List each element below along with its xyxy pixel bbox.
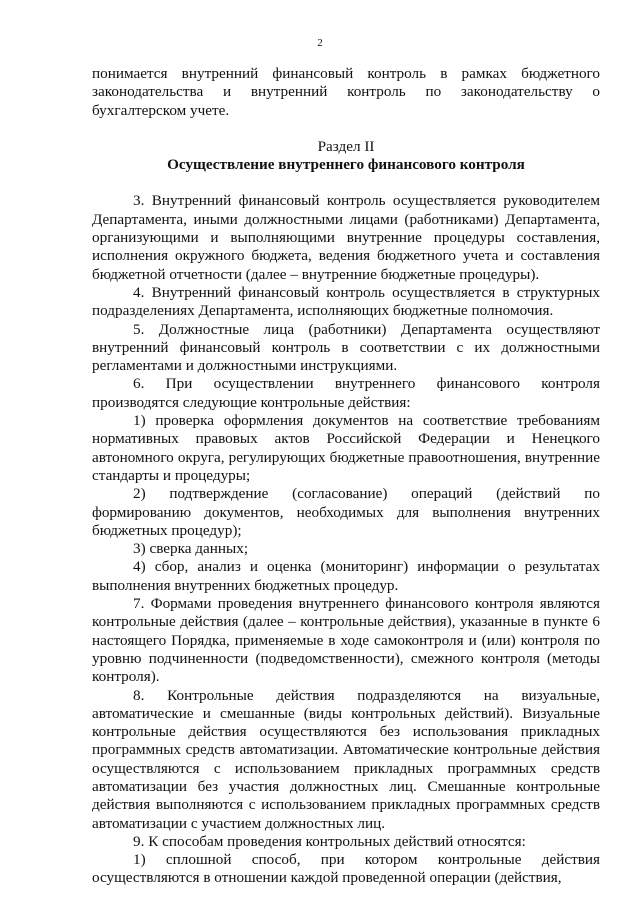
section-label: Раздел II <box>317 137 375 155</box>
paragraph-6: 6. При осуществлении внутреннего финансового контроля производятся следующие контрольные действия: <box>92 375 600 411</box>
list-item-6-1: 1) проверка оформления документов на соответствие требованиям нормативных правовых актов Российской Федерации и Ненецкого автономного округа, регулирующих бюджетные правоотношения, внутренние стандарты и процедуры; <box>92 412 600 484</box>
paragraph-4: 4. Внутренний финансовый контроль осуществляется в структурных подразделениях Департамента, исполняющих бюджетные полномочия. <box>92 283 600 320</box>
document-body <box>92 65 600 888</box>
page-number: 2 <box>317 37 323 49</box>
paragraph-5: 5. Должностные лица (работники) Департамента осуществляют внутренний финансовый контроль в соответствии с их должностными регламентами и должностными инструкциями. <box>92 320 600 375</box>
list-item-6-3: 3) сверка данных; <box>133 540 249 558</box>
paragraph-8: 8. Контрольные действия подразделяются на визуальные, автоматические и смешанные (виды контрольных действий). Визуальные контрольные действия осуществляются без использования прикладных программных средств автоматизации. Автоматические контрольные действия осуществляются с использованием прикладных программных средств автоматизации без участия должностных лиц. Смешанные контрольные действия выполняются с использованием прикладных программных средств автоматизации с участием должностных лиц. <box>92 686 600 832</box>
paragraph-9: 9. К способам проведения контрольных действий относятся: <box>133 832 526 850</box>
paragraph-3: 3. Внутренний финансовый контроль осуществляется руководителем Департамента, иными должностными лицами (работниками) Департамента, организующими и выполняющими внутренние процедуры составления, исполнения окружного бюджета, ведения бюджетного учета и составления бюджетной отчетности (далее – внутренние бюджетные процедуры). <box>92 192 600 283</box>
list-item-6-4: 4) сбор, анализ и оценка (мониторинг) информации о результатах выполнения внутренних бюджетных процедур. <box>92 558 600 594</box>
list-item-6-2: 2) подтверждение (согласование) операций (действий по формированию документов, необходимых для выполнения внутренних бюджетных процедур); <box>92 485 600 539</box>
list-item-9-1: 1) сплошной способ, при котором контрольные действия осуществляются в отношении каждой проведенной операции (действия, <box>92 851 600 887</box>
paragraph-7: 7. Формами проведения внутреннего финансового контроля являются контрольные действия (далее – контрольные действия), указанные в пункте 6 настоящего Порядка, применяемые в ходе самоконтроля и (или) контроля по уровню подчиненности (подведомственности), смежного контроля (методы контроля). <box>92 595 600 686</box>
section-title: Осуществление внутреннего финансового контроля <box>167 156 525 174</box>
intro-paragraph: понимается внутренний финансовый контроль в рамках бюджетного законодательства и внутренний контроль по законодательству о бухгалтерском учете. <box>92 65 600 119</box>
